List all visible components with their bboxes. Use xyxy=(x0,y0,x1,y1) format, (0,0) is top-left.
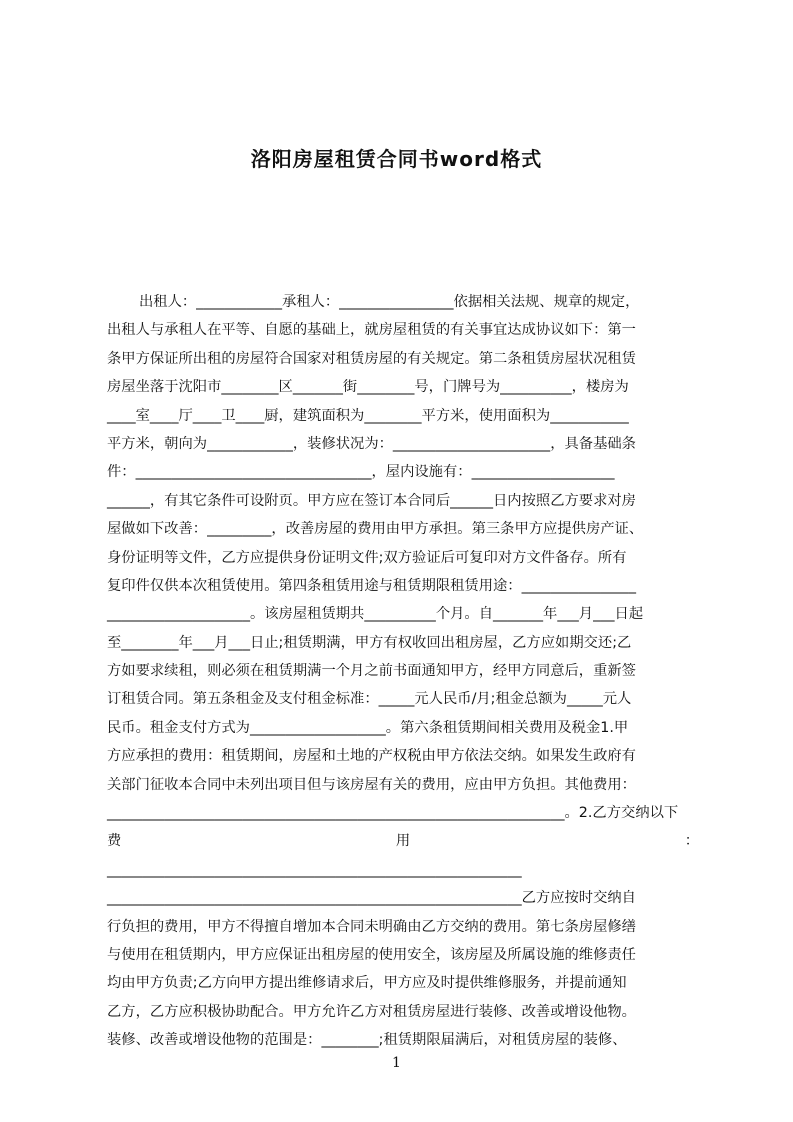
text-line: ____________________。该房屋租赁期共__________个月。自_______年___月___日起 xyxy=(107,606,644,623)
spread-text-line xyxy=(107,827,699,855)
spread-char: 费 xyxy=(107,833,122,850)
text-line: 身份证明等文件，乙方应提供身份证明文件;双方验证后可复印对方文件备存。所有 xyxy=(107,549,627,566)
text-line: 屋做如下改善：_________，改善房屋的费用由甲方承担。第三条甲方应提供房产证、 xyxy=(107,521,644,538)
text-line: 出租人：____________承租人：________________依据相关法规、规章的规定， xyxy=(139,294,640,310)
text-line: 乙方，乙方应积极协助配合。甲方允许乙方对租赁房屋进行装修、改善或增设他物。 xyxy=(107,1003,636,1020)
text-line: 出租人与承租人在平等、自愿的基础上，就房屋租赁的有关事宜达成协议如下：第一 xyxy=(107,322,636,339)
spread-char: 用 xyxy=(395,833,411,850)
text-line: 订租赁合同。第五条租金及支付租金标准：_____元人民币/月;租金总额为_____元人 xyxy=(107,691,632,708)
page-number: 1 xyxy=(392,1055,401,1071)
text-line: 件：_________________________________，屋内设施有：____________________ xyxy=(107,464,615,481)
text-line: 至________年___月___日止;租赁期满，甲方有权收回出租房屋，乙方应如期交还;乙 xyxy=(107,634,632,651)
text-line: ______，有其它条件可设附页。甲方应在签订本合同后______日内按照乙方要求对房 xyxy=(107,492,636,509)
text-line: 条甲方保证所出租的房屋符合国家对租赁房屋的有关规定。第二条租赁房屋状况租赁 xyxy=(107,350,636,367)
text-line: __________________________________________________________乙方应按时交纳自 xyxy=(107,890,636,907)
text-line: 方应承担的费用：租赁期间，房屋和土地的产权税由甲方依法交纳。如果发生政府有 xyxy=(107,748,636,765)
text-line: 房屋坐落于沈阳市________区_______街________号，门牌号为__________，楼房为 xyxy=(107,379,629,396)
text-line: 民币。租金支付方式为___________________。第六条租赁期间相关费用及税金1.甲 xyxy=(107,719,629,736)
text-line: __________________________________________________________ xyxy=(107,861,522,878)
text-line: ________________________________________________________________。2.乙方交纳以下 xyxy=(107,805,679,822)
document-title: 洛阳房屋租赁合同书word格式 xyxy=(250,147,543,171)
text-line: 与使用在租赁期内，甲方应保证出租房屋的使用安全，该房屋及所属设施的维修责任 xyxy=(107,946,636,963)
text-line: 关部门征收本合同中未列出项目但与该房屋有关的费用，应由甲方负担。其他费用： xyxy=(107,776,636,793)
text-line: 复印件仅供本次租赁使用。第四条租赁用途与租赁期限租赁用途：________________ xyxy=(107,577,636,594)
text-line: 方如要求续租，则必须在租赁期满一个月之前书面通知甲方，经甲方同意后，重新签 xyxy=(107,663,636,680)
text-line: 装修、改善或增设他物的范围是：________;租赁期限届满后，对租赁房屋的装修、 xyxy=(107,1032,627,1049)
text-line: 平方米，朝向为____________，装修状况为：______________________，具备基础条 xyxy=(107,435,636,452)
text-line: 行负担的费用，甲方不得擅自增加本合同未明确由乙方交纳的费用。第七条房屋修缮 xyxy=(107,918,636,935)
document-body xyxy=(107,288,699,1055)
spread-char: ： xyxy=(684,833,699,850)
text-line: ____室____厅____卫____厨，建筑面积为________平方米，使用面积为___________ xyxy=(107,407,629,424)
text-line: 均由甲方负责;乙方向甲方提出维修请求后，甲方应及时提供维修服务，并提前通知 xyxy=(107,975,627,992)
